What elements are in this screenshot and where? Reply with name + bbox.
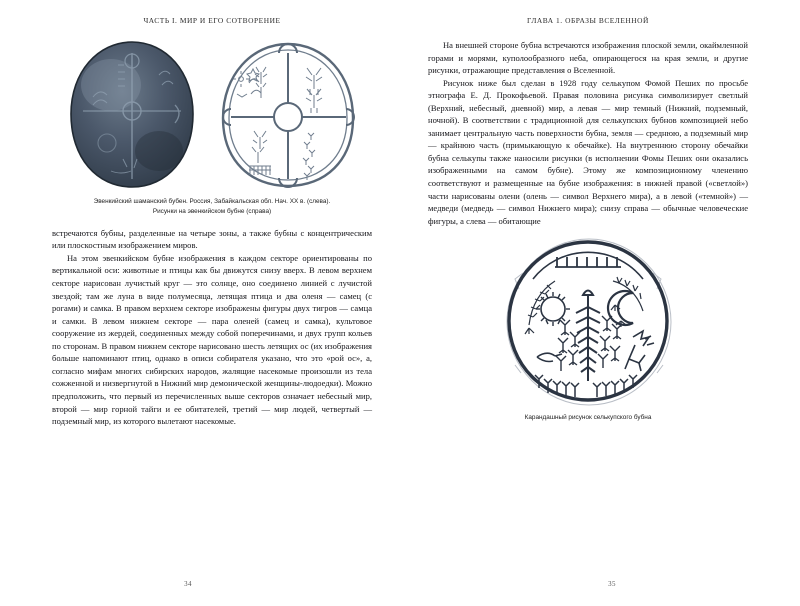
selkup-drum-pencil-drawing (493, 233, 683, 411)
shaman-drum-line-drawing (215, 39, 361, 191)
right-page-figure (428, 233, 748, 411)
figure-caption-line-1: Эвенкийский шаманский бубен. Россия, Забайкальская обл. Нач. XX в. (слева). (93, 198, 331, 205)
right-page (400, 0, 800, 606)
right-page-folio: 35 (608, 580, 616, 588)
left-page-body (52, 227, 372, 428)
paragraph: На этом эвенкийском бубне изображения в каждом секторе ориентированы по вертикальной оси: животные и птицы как бы движутся снизу вверх. В левом верхнем секторе нарисован лучистый круг — это солнце, оно соединено линией с лучистой звездой; там же луна в виде полумесяца, летящая птица и два оленя — самец (с рогами) и самка. В правом верхнем секторе изображены фигуры двух тигров — самца и самки. В левом нижнем секторе — пара оленей (самец и самка), культовое сооружение из жердей, соединенных между собой поперечинами, и двух групп кольев по сторонам. В правом нижнем секторе нарисовано шесть летящих ос (их изображения больше напоминают птиц, однако в описи собирателя указано, что это «рой ос», а, согласно мифам многих сибирских народов, жалящие насекомые произошли из тела сожженной и низвергнутой в Нижний мир демонической женщины-людоедки). Можно предположить, что первый из перечисленных выше секторов означает небесный мир, второй — мир горной тайги и ее обитателей, третий — мир людей, четвертый — подземный мир, из которого вылетают насекомые. (52, 252, 372, 427)
paragraph: Рисунок ниже был сделан в 1928 году селькупом Фомой Пеших по просьбе этнографа Е. Д. Прокофьевой. Правая половина рисунка символизирует светлый (Верхний, небесный, дневной) мир, а левая — мир темный (Нижний, подземный, ночной). В соответствии с традиционной для селькупских бубнов композицией небо занимает центральную часть поверхности бубна, земля — среднюю, а подземный мир — крайнюю часть (примыкающую к обечайке). На внутреннюю сторону обечайки бубна селькупы также наносили рисунки (в исполнении Фомы Пеших они оказались изображенными на самом бубне). Этому же композиционному членению соответствуют и размещенные на бубне изображения: в нижней правой («светлой») части нарисованы олени (олень — символ Верхнего мира), а в левой («темной») — медведи (медведь — символ Нижнего мира); снизу справа — обычные человеческие фигуры, а слева — обитающие (428, 77, 748, 226)
shaman-drum-photo (63, 39, 201, 191)
paragraph: встречаются бубны, разделенные на четыре зоны, а также бубны с концентрическим или плоскостным изображением миров. (52, 227, 372, 251)
paragraph: На внешней стороне бубна встречаются изображения плоской земли, окаймленной горами и морями, куполообразного неба, опирающегося на края земли, и другие рисунки, отражающие представления о Вселенной. (428, 40, 748, 76)
left-page-figure-caption (52, 197, 372, 217)
right-page-running-head: ГЛАВА 1. ОБРАЗЫ ВСЕЛЕННОЙ (527, 16, 649, 25)
figure-caption-line-2: Рисунки на эвенкийском бубне (справа) (152, 207, 272, 215)
left-page-figure-row (52, 39, 372, 191)
left-page-folio: 34 (184, 580, 192, 588)
right-page-body (428, 39, 748, 227)
right-page-figure-caption: Карандашный рисунок селькупского бубна (524, 414, 652, 422)
left-page-running-head: ЧАСТЬ I. МИР И ЕГО СОТВОРЕНИЕ (143, 16, 281, 25)
